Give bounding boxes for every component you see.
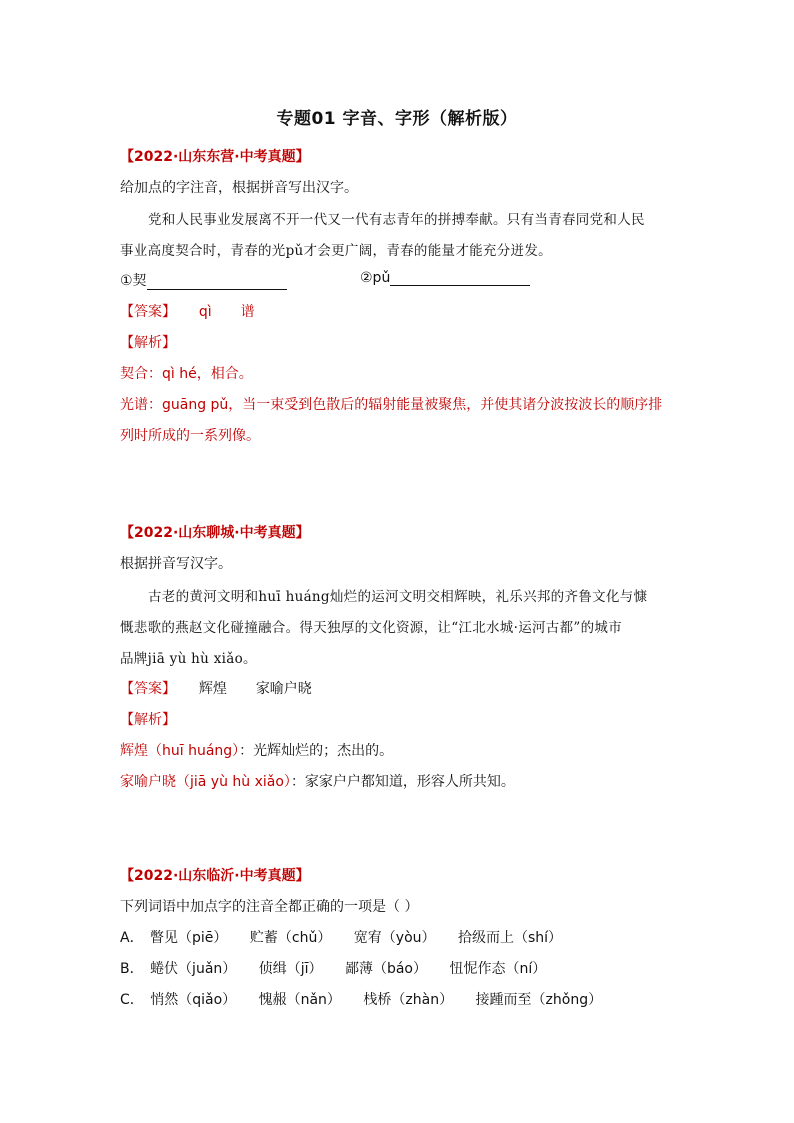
q2-passage-line1: 古老的黄河文明和huī huáng灿烂的运河文明交相辉映，礼乐兴邦的齐鲁文化与慷 [148,589,648,605]
q1-exp1 [120,363,253,383]
q1-source: 【2022·山东东营·中考真题】 [120,149,310,165]
q2-analysis-tag: 【解析】 [120,712,176,728]
option-item: 拾级而上（shí） [457,930,563,946]
q2-answer-tag: 【答案】 [120,681,176,697]
q1-exp2-text1: guāng pǔ，当一束受到色散后的辐射能量被聚焦，并使其诸分波按波长的顺序排 [162,397,663,413]
q1-passage-line2: 事业高度契合时，青春的光pǔ才会更广阔，青春的能量才能充分迸发。 [120,243,552,259]
option-letter: B． [120,961,144,977]
q1-answer-tag: 【答案】 [120,304,176,320]
option-item: 栈桥（zhàn） [363,992,454,1008]
option-item: 悄然（qiǎo） [150,992,237,1008]
q1-blank1 [120,270,287,290]
q1-exp2-line1 [120,394,662,414]
q1-answer2: 谱 [240,304,255,320]
option-item: 鄙薄（báo） [344,961,427,977]
q1-answer [120,301,255,321]
q2-exp2-text: ：家家户户都知道，形容人所共知。 [290,774,515,790]
q1-blank2-label: ②pǔ [360,270,391,286]
option-item: 接踵而至（zhǒng） [475,992,603,1008]
option-item: 瞥见（piē） [150,930,228,946]
q1-blank2-line [390,271,530,286]
q1-analysis-tag: 【解析】 [120,335,176,351]
option-letter: C． [120,992,144,1008]
page-title: 专题01 字音、字形（解析版） [276,109,518,129]
q1-blank2 [360,270,530,286]
option-item: 贮蓄（chǔ） [249,930,332,946]
q2-exp1-text: ：光辉灿烂的；杰出的。 [239,743,394,759]
q2-prompt: 根据拼音写汉字。 [120,556,232,572]
q1-exp2-line2: 列时所成的一系列像。 [120,428,260,444]
option-item: 忸怩作态（ní） [449,961,547,977]
q3-option-c [120,989,620,1009]
q3-prompt: 下列词语中加点字的注音全都正确的一项是（ ） [120,899,419,915]
q3-option-b [120,958,564,978]
q1-exp2-term: 光谱： [120,397,162,413]
q2-answer1: 辉煌 [198,681,227,697]
option-item: 愧赧（nǎn） [258,992,341,1008]
q2-answer2: 家喻户晓 [255,681,312,697]
q2-passage-line3: 品牌jiā yù hù xiǎo。 [120,651,257,667]
option-item: 蜷伏（juǎn） [150,961,237,977]
q2-exp1-term: 辉煌（huī huáng） [120,743,240,759]
q2-exp2-term: 家喻户晓（jiā yù hù xiǎo） [120,774,291,790]
q1-exp1-text: qì hé，相合。 [162,366,253,382]
q2-exp2 [120,771,515,791]
q1-passage-line1: 党和人民事业发展离不开一代又一代有志青年的拼搏奉献。只有当青春同党和人民 [148,212,645,228]
q2-passage-line2: 慨悲歌的燕赵文化碰撞融合。得天独厚的文化资源，让“江北水城·运河古都”的城市 [120,620,622,636]
q1-blank1-label: ①契 [120,273,147,289]
q1-answer1: qì [198,304,212,320]
option-letter: A． [120,930,144,946]
q3-source: 【2022·山东临沂·中考真题】 [120,868,310,884]
option-item: 宽宥（yòu） [353,930,436,946]
option-item: 侦缉（jī） [258,961,323,977]
q1-exp1-term: 契合： [120,366,162,382]
q2-answer [120,678,312,698]
q3-option-a [120,927,580,947]
q2-exp1 [120,740,393,760]
q1-prompt: 给加点的字注音，根据拼音写出汉字。 [120,180,358,196]
q2-source: 【2022·山东聊城·中考真题】 [120,525,310,541]
q1-blank1-line [147,275,287,290]
